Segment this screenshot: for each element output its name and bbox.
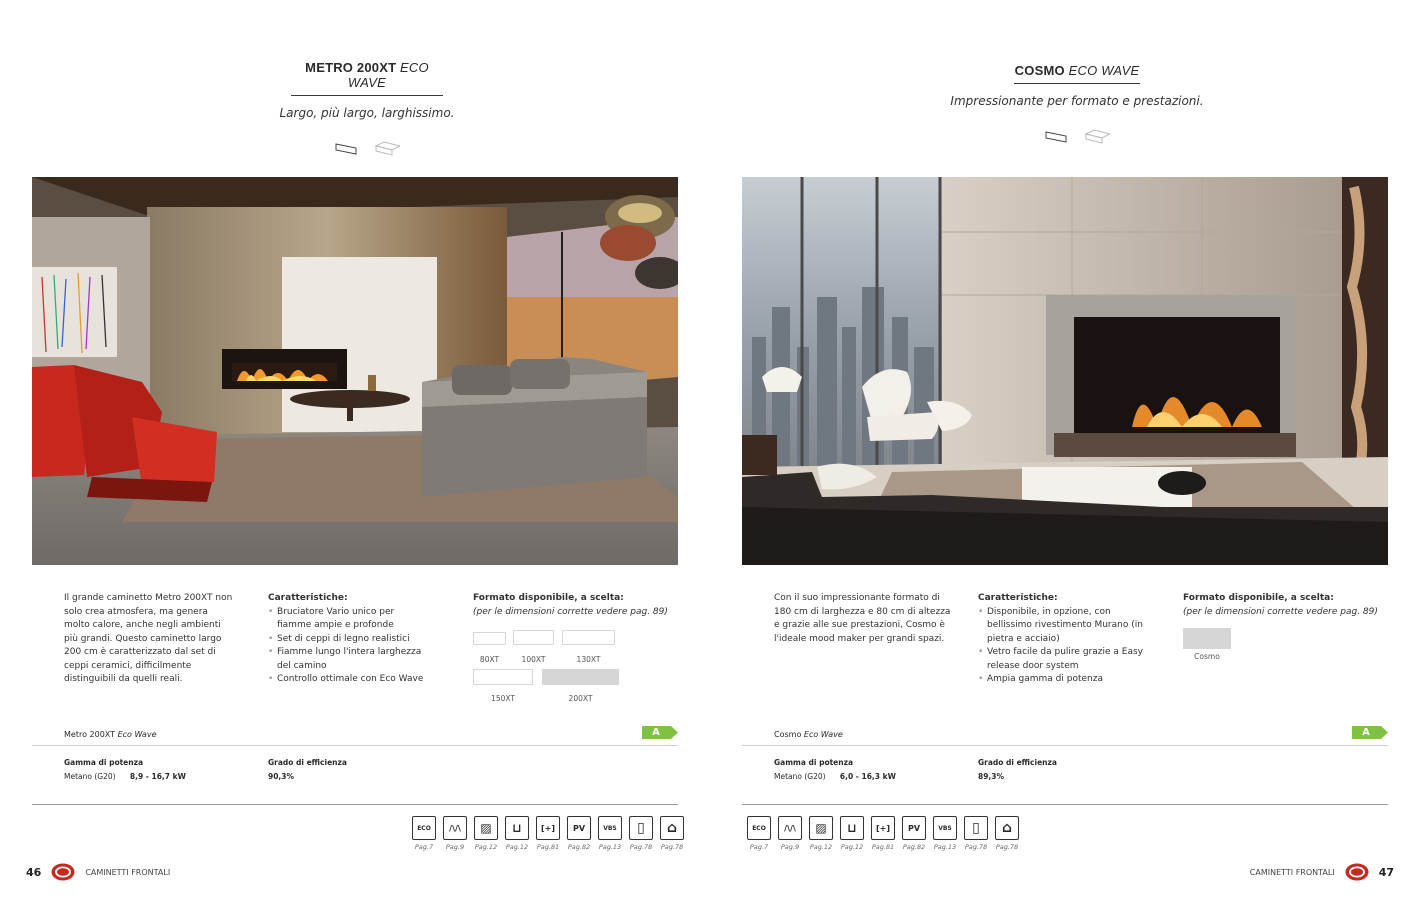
left-power-spec: Gamma di potenza Metano (G20) 8,9 - 16,7 kW: [64, 758, 186, 781]
feature-item: • Bruciatore Vario unico per fiamme ampie e profonde: [268, 606, 428, 633]
smart-home-icon: ⌂: [995, 816, 1019, 840]
left-header: [202, 60, 532, 156]
format-label: 150XT: [491, 694, 515, 703]
right-product-title: COSMO ECO WAVE: [1014, 63, 1140, 84]
format-label: 200XT: [568, 694, 593, 703]
right-model-name: Cosmo Eco Wave: [774, 730, 843, 739]
format-swatch-150xt: [473, 669, 533, 685]
page-number: 47: [1378, 865, 1394, 879]
feature-badge: PV Pag.82: [902, 816, 926, 851]
smart-home-icon: ⌂: [660, 816, 684, 840]
left-model-name: Metro 200XT Eco Wave: [64, 730, 157, 739]
eco-wave-icon: ECO: [412, 816, 436, 840]
left-features-list: [268, 606, 428, 687]
format-swatch-100xt: [513, 630, 554, 645]
left-description: Il grande caminetto Metro 200XT non solo crea atmosfera, ma genera molto calore, anche negli ambienti più grandi. Questo caminetto largo 200 cm è caratterizzato dal set di ceppi ceramici, difficilmente distinguibili da quelli reali.: [64, 593, 233, 684]
right-format-icons: [912, 128, 1242, 144]
format-swatch-80xt: [473, 632, 506, 645]
format-label: 100XT: [521, 655, 546, 664]
right-power-spec: Gamma di potenza Metano (G20) 6,0 - 16,3 kW: [774, 758, 896, 781]
open-box-icon: ⊔: [840, 816, 864, 840]
feature-item: • Disponibile, in opzione, con bellissimo rivestimento Murano (in pietra e acciaio): [978, 606, 1148, 647]
feature-badge: ⌂ Pag.78: [995, 816, 1019, 851]
feature-badge: /\/\ Pag.9: [778, 816, 802, 851]
feature-item: • Set di ceppi di legno realistici: [268, 633, 428, 647]
format-label: 130XT: [576, 655, 601, 664]
smartphone-icon: ▯: [629, 816, 653, 840]
left-format-icons: [202, 140, 532, 156]
smartphone-icon: ▯: [964, 816, 988, 840]
energy-class-badge: A: [1352, 726, 1388, 739]
right-features-list: [978, 606, 1148, 687]
format-swatch-130xt: [562, 630, 615, 645]
vbs-icon: VBS: [933, 816, 957, 840]
feature-badge: ⊔ Pag.12: [840, 816, 864, 851]
section-name: CAMINETTI FRONTALI: [1249, 867, 1335, 877]
format-swatch-cosmo: [1183, 628, 1231, 649]
fan-pv-icon: PV: [902, 816, 926, 840]
left-format-note: (per le dimensioni corrette vedere pag. 89): [473, 606, 668, 617]
feature-item: • Fiamme lungo l'intera larghezza del camino: [268, 646, 428, 673]
left-features-heading: Caratteristiche:: [268, 593, 348, 603]
vbs-icon: VBS: [598, 816, 622, 840]
cosmo-photo: [742, 177, 1388, 565]
glass-panel-icon: ▨: [474, 816, 498, 840]
flame-pattern-icon: /\/\: [778, 816, 802, 840]
feature-badge: [+] Pag.81: [871, 816, 895, 851]
left-formats: [473, 592, 673, 619]
right-header: [912, 60, 1242, 144]
feature-item: • Vetro facile da pulire grazie a Easy release door system: [978, 646, 1148, 673]
divider: [32, 804, 678, 805]
corner-view-icon: [374, 140, 400, 156]
feature-badge: /\/\ Pag.9: [443, 816, 467, 851]
left-footer: [26, 862, 170, 882]
left-features: [268, 592, 428, 687]
feature-badge: VBS Pag.13: [598, 816, 622, 851]
left-model-row: [32, 726, 678, 746]
left-product-title: METRO 200XT ECO WAVE: [291, 60, 443, 96]
feature-badge: VBS Pag.13: [933, 816, 957, 851]
right-format-note: (per le dimensioni corrette vedere pag. 89): [1183, 606, 1378, 617]
right-format-heading: Formato disponibile, a scelta:: [1183, 593, 1334, 603]
front-view-icon: [1044, 128, 1070, 144]
feature-badge: ECO Pag.7: [412, 816, 436, 851]
divider: [32, 745, 678, 746]
corner-view-icon: [1084, 128, 1110, 144]
add-module-icon: [+]: [871, 816, 895, 840]
feature-badge: ▨ Pag.12: [474, 816, 498, 851]
feature-item: • Ampia gamma di potenza: [978, 673, 1148, 687]
brand-logo-icon: [1345, 863, 1369, 881]
feature-badge: ▯ Pag.78: [964, 816, 988, 851]
format-swatch-200xt: [542, 669, 619, 685]
left-efficiency-spec: Grado di efficienza 90,3%: [268, 758, 347, 781]
right-footer: [1250, 862, 1394, 882]
brand-logo-icon: [51, 863, 75, 881]
right-efficiency-spec: Grado di efficienza 89,3%: [978, 758, 1057, 781]
eco-wave-icon: ECO: [747, 816, 771, 840]
format-label: 80XT: [479, 655, 500, 664]
right-formats: [1183, 592, 1383, 619]
divider: [742, 745, 1388, 746]
format-label: Cosmo: [1194, 652, 1220, 661]
right-subtitle: Impressionante per formato e prestazioni.: [950, 94, 1204, 108]
open-box-icon: ⊔: [505, 816, 529, 840]
left-format-heading: Formato disponibile, a scelta:: [473, 593, 624, 603]
flame-pattern-icon: /\/\: [443, 816, 467, 840]
right-page: [710, 0, 1420, 904]
section-name: CAMINETTI FRONTALI: [85, 867, 171, 877]
fan-pv-icon: PV: [567, 816, 591, 840]
right-features: [978, 592, 1148, 687]
feature-badge: ⊔ Pag.12: [505, 816, 529, 851]
right-features-heading: Caratteristiche:: [978, 593, 1058, 603]
right-description: Con il suo impressionante formato di 180 cm di larghezza e 80 cm di altezza e grazie alle sue prestazioni, Cosmo è l'ideale mood maker per grandi spazi.: [774, 593, 951, 644]
feature-badge: PV Pag.82: [567, 816, 591, 851]
glass-panel-icon: ▨: [809, 816, 833, 840]
front-view-icon: [334, 140, 360, 156]
energy-class-badge: A: [642, 726, 678, 739]
left-subtitle: Largo, più largo, larghissimo.: [279, 106, 455, 120]
metro-200xt-photo: [32, 177, 678, 565]
feature-item: • Controllo ottimale con Eco Wave: [268, 673, 428, 687]
feature-badge: ▨ Pag.12: [809, 816, 833, 851]
page-number: 46: [26, 865, 42, 879]
feature-badge: ▯ Pag.78: [629, 816, 653, 851]
add-module-icon: [+]: [536, 816, 560, 840]
divider: [742, 804, 1388, 805]
right-feature-icons: [747, 816, 1019, 851]
feature-badge: ⌂ Pag.78: [660, 816, 684, 851]
feature-badge: [+] Pag.81: [536, 816, 560, 851]
feature-badge: ECO Pag.7: [747, 816, 771, 851]
left-feature-icons: [412, 816, 684, 851]
right-model-row: [742, 726, 1388, 746]
